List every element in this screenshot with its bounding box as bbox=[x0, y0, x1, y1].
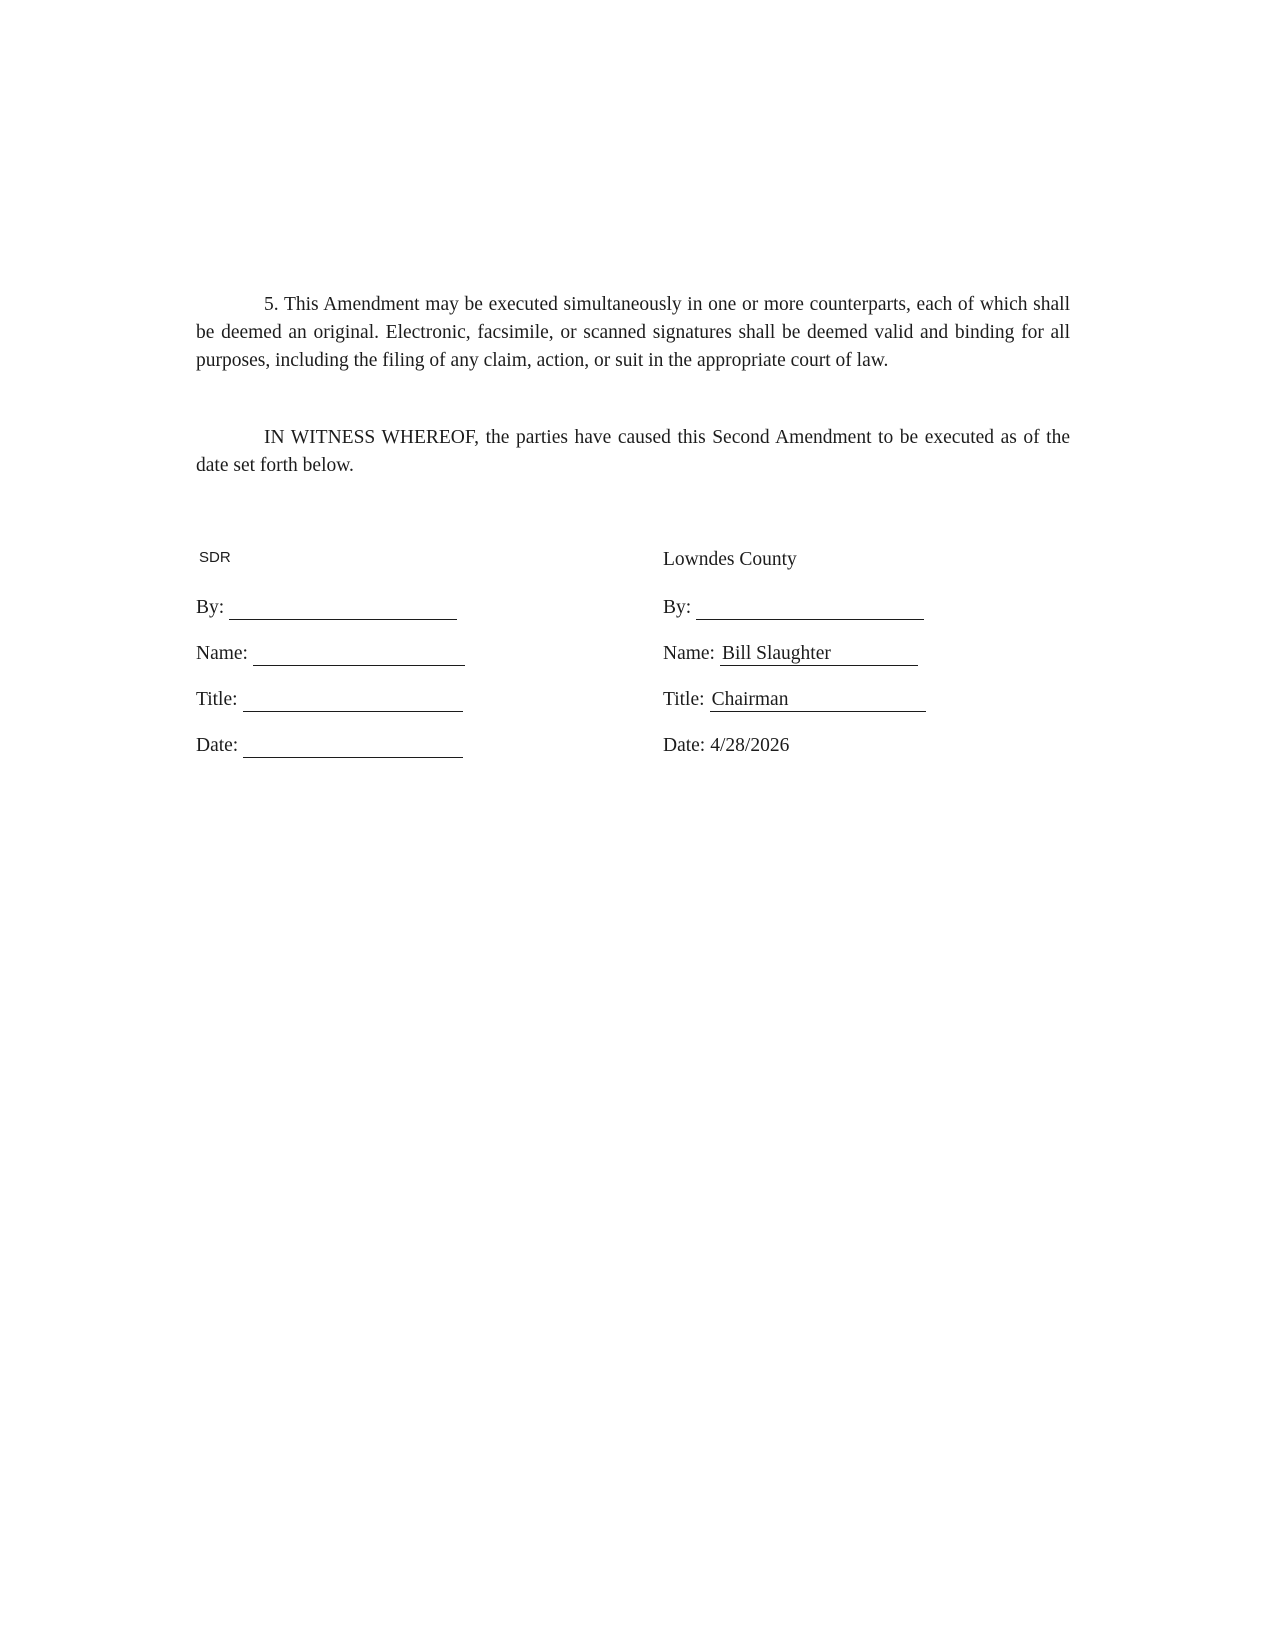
left-by-signature-line bbox=[229, 599, 457, 620]
paragraph-5 bbox=[196, 291, 1070, 375]
witness-paragraph bbox=[196, 424, 1070, 480]
left-by-field bbox=[196, 596, 457, 620]
left-date-label: Date: bbox=[196, 735, 239, 756]
right-title-field bbox=[663, 688, 926, 712]
left-name-line bbox=[253, 645, 465, 666]
right-title-line bbox=[710, 689, 926, 712]
left-name-field bbox=[196, 642, 465, 666]
right-name-label: Name: bbox=[663, 643, 715, 664]
left-title-label: Title: bbox=[196, 689, 238, 710]
left-name-label: Name: bbox=[196, 643, 248, 664]
right-date-value: 4/28/2026 bbox=[710, 735, 790, 756]
left-title-field bbox=[196, 688, 463, 712]
left-by-label: By: bbox=[196, 597, 225, 618]
right-by-field bbox=[663, 596, 924, 620]
right-by-signature-line bbox=[696, 599, 924, 620]
right-name-line bbox=[720, 643, 918, 666]
paragraph-5-text: 5. This Amendment may be executed simultaneously in one or more counterparts, each of which shall be deemed an original. Electronic, facsimile, or scanned signatures shall be deemed valid and binding for all purposes, including the filing of any claim, action, or suit in the appropriate court of law. bbox=[196, 294, 1070, 371]
right-name-field bbox=[663, 642, 918, 666]
left-party-name: SDR bbox=[199, 549, 231, 566]
right-date-label: Date: bbox=[663, 735, 706, 756]
witness-text: IN WITNESS WHEREOF, the parties have caused this Second Amendment to be executed as of the date set forth below. bbox=[196, 427, 1070, 476]
left-date-field bbox=[196, 734, 463, 758]
right-name-value: Bill Slaughter bbox=[721, 643, 831, 664]
right-by-label: By: bbox=[663, 597, 692, 618]
right-title-value: Chairman bbox=[711, 689, 789, 710]
left-title-line bbox=[243, 691, 463, 712]
right-title-label: Title: bbox=[663, 689, 705, 710]
left-date-line bbox=[243, 737, 463, 758]
right-party-name: Lowndes County bbox=[663, 549, 797, 570]
right-date-field bbox=[663, 734, 789, 758]
